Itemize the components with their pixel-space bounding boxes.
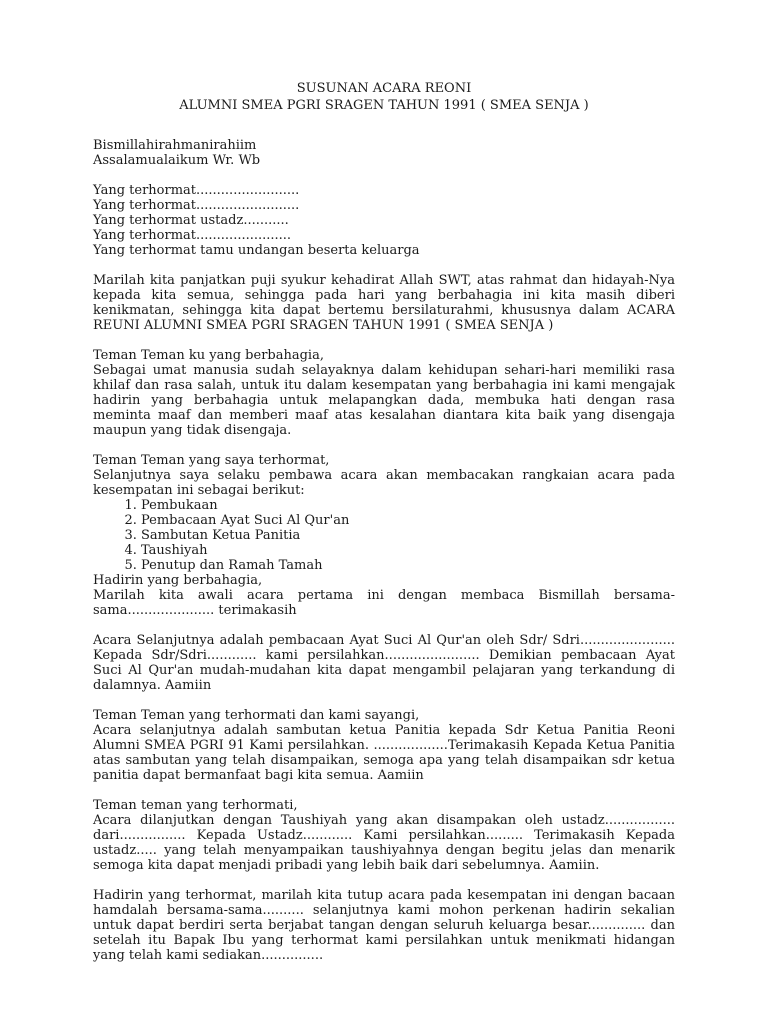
agenda-item: 4. Taushiyah xyxy=(141,543,675,558)
section-heading: Teman teman yang terhormati, xyxy=(93,798,298,813)
document-title xyxy=(93,80,675,114)
greeting-line: Yang terhormat......................... xyxy=(93,198,300,213)
section-agenda xyxy=(93,453,675,618)
section-heading: Hadirin yang berbahagia, xyxy=(93,573,263,588)
greeting-line: Yang terhormat ustadz........... xyxy=(93,213,289,228)
section-heading: Teman Teman ku yang berbahagia, xyxy=(93,348,324,363)
agenda-list xyxy=(93,498,675,573)
greeting-line: Yang terhormat tamu undangan beserta keluarga xyxy=(93,243,420,258)
opening-block xyxy=(93,138,675,168)
section-sambutan xyxy=(93,708,675,783)
title-line-1: SUSUNAN ACARA REONI xyxy=(296,81,472,96)
paragraph-sambutan: Acara selanjutnya adalah sambutan ketua Panitia kepada Sdr Ketua Panitia Reoni Alumni SMEA PGRI 91 Kami persilahkan. ..................Terimakasih Kepada Ketua Panitia atas sambutan yang telah disampaikan, semoga apa yang telah disampaikan sdr ketua panitia dapat bermanfaat bagi kita semua. Aamiin xyxy=(93,723,675,783)
paragraph-taushiyah: Acara dilanjutkan dengan Taushiyah yang akan disampakan oleh ustadz................. dari................ Kepada Ustadz............ Kami persilahkan......... Terimakasih Kepada ustadz..... yang telah menyampaikan taushiyahnya dengan begitu jelas dan menarik semoga kita dapat menjadi pribadi yang lebih baik dari sebelumnya. Aamiin. xyxy=(93,813,675,873)
section-maaf xyxy=(93,348,675,438)
paragraph-agenda-intro: Selanjutnya saya selaku pembawa acara akan membacakan rangkaian acara pada kesempatan ini sebagai berikut: xyxy=(93,468,675,498)
agenda-item: 3. Sambutan Ketua Panitia xyxy=(141,528,675,543)
agenda-item: 1. Pembukaan xyxy=(141,498,675,513)
agenda-item: 2. Pembacaan Ayat Suci Al Qur'an xyxy=(141,513,675,528)
greeting-line: Yang terhormat....................... xyxy=(93,228,292,243)
greeting-line: Yang terhormat......................... xyxy=(93,183,300,198)
salam-line: Assalamualaikum Wr. Wb xyxy=(93,153,261,168)
section-heading: Teman Teman yang terhormati dan kami sayangi, xyxy=(93,708,420,723)
agenda-item: 5. Penutup dan Ramah Tamah xyxy=(141,558,675,573)
section-heading: Teman Teman yang saya terhormat, xyxy=(93,453,330,468)
paragraph-maaf: Sebagai umat manusia sudah selayaknya dalam kehidupan sehari-hari memiliki rasa khilaf dan rasa salah, untuk itu dalam kesempatan yang berbahagia ini kami mengajak hadirin yang berbahagia untuk melapangkan dada, membuka hati dengan rasa meminta maaf dan memberi maaf atas kesalahan diantara kita baik yang disengaja maupun yang tidak disengaja. xyxy=(93,363,675,438)
paragraph-bismillah: Marilah kita awali acara pertama ini dengan membaca Bismillah bersama-sama..................... terimakasih xyxy=(93,588,675,618)
title-line-2: ALUMNI SMEA PGRI SRAGEN TAHUN 1991 ( SMEA SENJA ) xyxy=(179,98,589,113)
section-taushiyah xyxy=(93,798,675,873)
greetings-block xyxy=(93,183,675,258)
paragraph-quran: Acara Selanjutnya adalah pembacaan Ayat Suci Al Qur'an oleh Sdr/ Sdri....................... Kepada Sdr/Sdri............ kami persilahkan....................... Demikian pembacaan Ayat Suci Al Qur'an mudah-mudahan kita dapat mengambil pelajaran yang terkandung di dalamnya. Aamiin xyxy=(93,633,675,693)
basmalah-line: Bismillahirahmanirahiim xyxy=(93,138,257,153)
paragraph-syukur: Marilah kita panjatkan puji syukur kehadirat Allah SWT, atas rahmat dan hidayah-Nya kepada kita semua, sehingga pada hari yang berbahagia ini kita masih diberi kenikmatan, sehingga kita dapat bertemu bersilaturahmi, khususnya dalam ACARA REUNI ALUMNI SMEA PGRI SRAGEN TAHUN 1991 ( SMEA SENJA ) xyxy=(93,273,675,333)
paragraph-penutup: Hadirin yang terhormat, marilah kita tutup acara pada kesempatan ini dengan bacaan hamdalah bersama-sama.......... selanjutnya kami mohon perkenan hadirin sekalian untuk dapat berdiri serta berjabat tangan dengan seluruh keluarga besar.............. dan setelah itu Bapak Ibu yang terhormat kami persilahkan untuk menikmati hidangan yang telah kami sediakan............... xyxy=(93,888,675,963)
